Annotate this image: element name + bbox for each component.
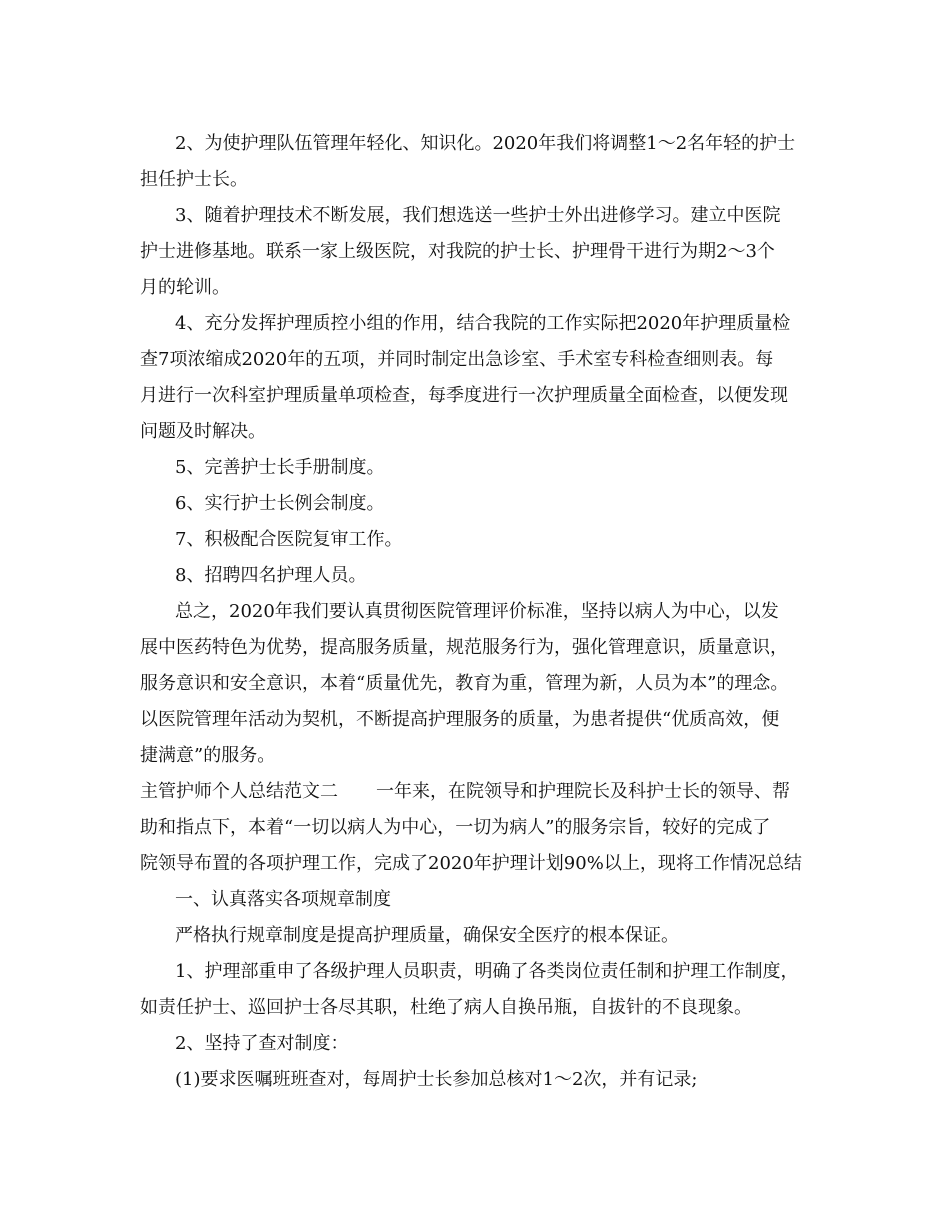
paragraph-line: 服务意识和安全意识，本着“质量优先，教育为重，管理为新，人员为本”的理念。 (140, 673, 789, 694)
paragraph-line: 捷满意”的服务。 (140, 745, 276, 766)
paragraph-line: 月的轮训。 (140, 277, 230, 298)
list-item: 8、招聘四名护理人员。 (175, 565, 367, 586)
paragraph-line: 1、护理部重申了各级护理人员职责，明确了各类岗位责任制和护理工作制度， (175, 961, 799, 982)
paragraph-line: 问题及时解决。 (140, 421, 266, 442)
paragraph-line: 查7项浓缩成2020年的五项，并同时制定出急诊室、手术室专科检查细则表。每 (140, 349, 774, 370)
paragraph-line: 2、坚持了查对制度： (175, 1033, 349, 1054)
section-heading-line (140, 780, 790, 804)
section-title: 主管护师个人总结范文二 (140, 781, 338, 802)
paragraph-line: 总之，2020年我们要认真贯彻医院管理评价标准，坚持以病人为中心，以发 (175, 601, 779, 622)
list-item: 7、积极配合医院复审工作。 (175, 529, 403, 550)
paragraph-line: 助和指点下，本着“一切以病人为中心，一切为病人”的服务宗旨，较好的完成了 (140, 817, 771, 838)
list-item: 5、完善护士长手册制度。 (175, 457, 385, 478)
paragraph-line: 月进行一次科室护理质量单项检查，每季度进行一次护理质量全面检查，以便发现 (140, 385, 788, 406)
paragraph-line: 护士进修基地。联系一家上级医院，对我院的护士长、护理骨干进行为期2～3个 (140, 241, 775, 262)
paragraph-line: 2、为使护理队伍管理年轻化、知识化。2020年我们将调整1～2名年轻的护士 (175, 133, 796, 154)
paragraph-line: 4、充分发挥护理质控小组的作用，结合我院的工作实际把2020年护理质量检 (175, 313, 791, 334)
paragraph-line: 严格执行规章制度是提高护理质量，确保安全医疗的根本保证。 (175, 925, 679, 946)
paragraph-line: 3、随着护理技术不断发展，我们想选送一些护士外出进修学习。建立中医院 (175, 205, 781, 226)
paragraph-line: 以医院管理年活动为契机，不断提高护理服务的质量，为患者提供“优质高效，便 (140, 709, 780, 730)
paragraph-line: 担任护士长。 (140, 169, 248, 190)
paragraph-line: (1)要求医嘱班班查对，每周护士长参加总核对1～2次，并有记录; (175, 1069, 698, 1090)
paragraph-line: 院领导布置的各项护理工作，完成了2020年护理计划90%以上，现将工作情况总结 (140, 853, 802, 874)
paragraph-text: 一年来，在院领导和护理院长及科护士长的领导、帮 (376, 781, 790, 802)
subheading: 一、认真落实各项规章制度 (175, 889, 391, 910)
list-item: 6、实行护士长例会制度。 (175, 493, 385, 514)
paragraph-line: 如责任护士、巡回护士各尽其职，杜绝了病人自换吊瓶，自拔针的不良现象。 (140, 997, 752, 1018)
paragraph-line: 展中医药特色为优势，提高服务质量，规范服务行为，强化管理意识，质量意识， (140, 637, 788, 658)
